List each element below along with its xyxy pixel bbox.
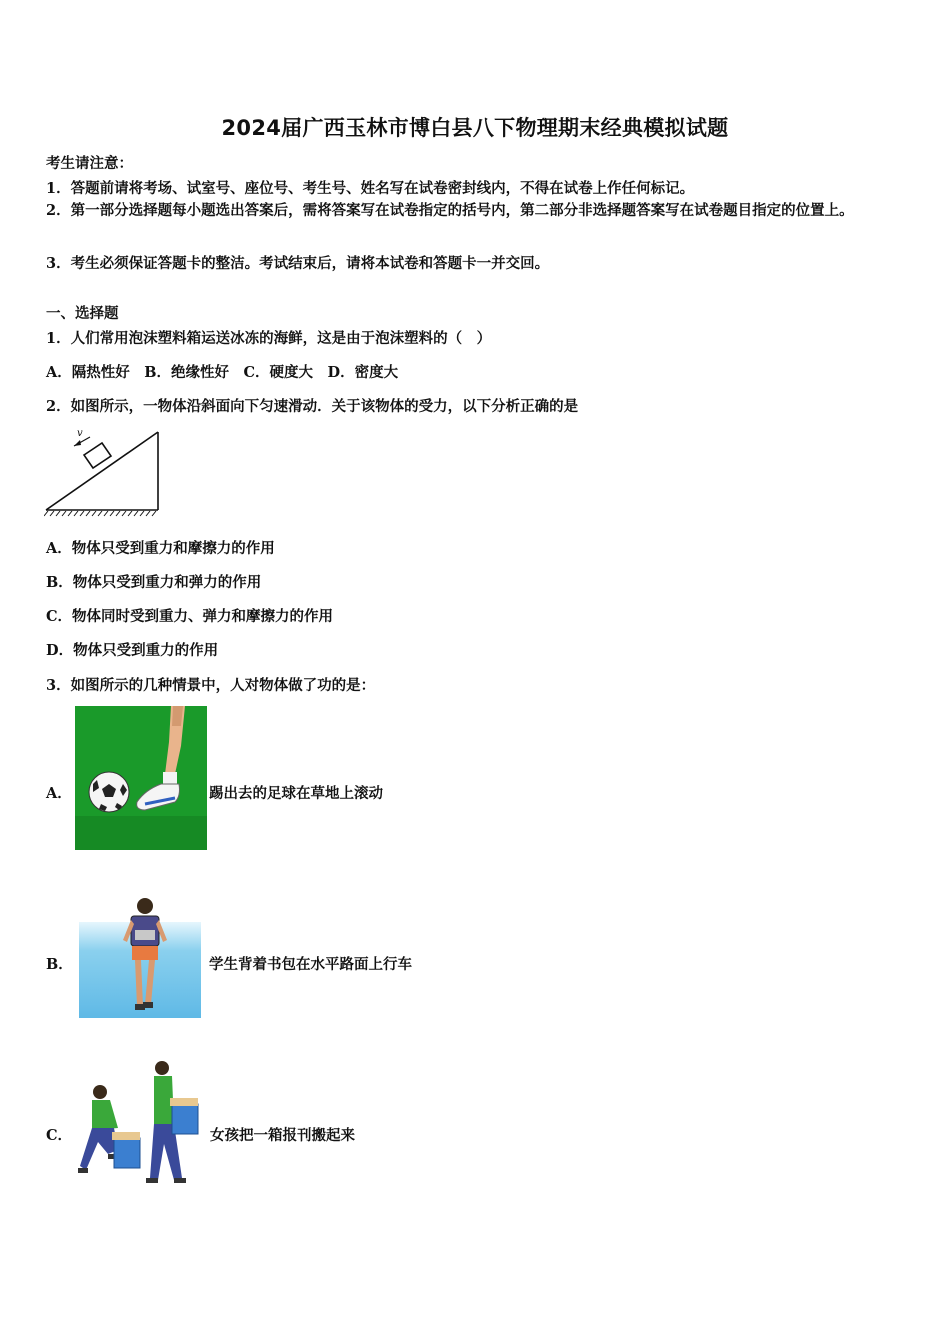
question-2-option-a: A．物体只受到重力和摩擦力的作用 bbox=[46, 540, 275, 557]
velocity-arrowhead bbox=[74, 440, 81, 446]
crouching-head bbox=[93, 1085, 107, 1099]
option-b-label: B． bbox=[46, 956, 73, 973]
question-2-stem: 2．如图所示，一物体沿斜面向下匀速滑动．关于该物体的受力，以下分析正确的是 bbox=[46, 398, 579, 415]
option-a-caption: 踢出去的足球在草地上滚动 bbox=[209, 785, 383, 802]
option-b-caption: 学生背着书包在水平路面上行车 bbox=[209, 956, 412, 973]
section-heading: 一、选择题 bbox=[46, 305, 119, 322]
question-1-options: A．隔热性好 B．绝缘性好 C．硬度大 D．密度大 bbox=[46, 364, 399, 381]
question-2-option-d: D．物体只受到重力的作用 bbox=[46, 642, 219, 659]
notice-heading: 考生请注意： bbox=[46, 155, 133, 172]
girl-lifting-box-image bbox=[78, 1058, 208, 1188]
crouching-shirt bbox=[92, 1100, 118, 1130]
shorts bbox=[132, 946, 158, 960]
option-c-caption: 女孩把一箱报刊搬起来 bbox=[210, 1127, 355, 1144]
question-3-stem: 3．如图所示的几种情景中，人对物体做了功的是： bbox=[46, 677, 376, 694]
option-a-label: A． bbox=[46, 785, 72, 802]
notice-item-2: 2．第一部分选择题每小题选出答案后，需将答案写在试卷指定的括号内，第二部分非选择题答案写在试卷题目指定的位置上。 bbox=[46, 202, 854, 219]
sliding-block bbox=[84, 443, 111, 468]
question-1-stem: 1．人们常用泡沫塑料箱运送冰冻的海鲜，这是由于泡沫塑料的（ ） bbox=[46, 330, 492, 347]
incline-diagram bbox=[44, 426, 160, 518]
student-backpack-image bbox=[79, 896, 201, 1018]
box-high bbox=[172, 1104, 198, 1134]
head bbox=[137, 898, 153, 914]
notice-item-1: 1．答题前请将考场、试室号、座位号、考生号、姓名写在试卷密封线内，不得在试卷上作任何标记。 bbox=[46, 180, 695, 197]
soccer-kick-image bbox=[75, 706, 207, 850]
notice-item-3: 3．考生必须保证答题卡的整洁。考试结束后，请将本试卷和答题卡一并交回。 bbox=[46, 255, 550, 272]
option-c-label: C． bbox=[46, 1127, 73, 1144]
question-2-option-b: B．物体只受到重力和弹力的作用 bbox=[46, 574, 262, 591]
question-2-option-c: C．物体同时受到重力、弹力和摩擦力的作用 bbox=[46, 608, 334, 625]
standing-head bbox=[155, 1061, 169, 1075]
page-title: 2024届广西玉林市博白县八下物理期末经典模拟试题 bbox=[221, 116, 729, 140]
velocity-label: v bbox=[77, 428, 83, 439]
box-low bbox=[114, 1138, 140, 1168]
ground-hatching bbox=[44, 511, 156, 516]
